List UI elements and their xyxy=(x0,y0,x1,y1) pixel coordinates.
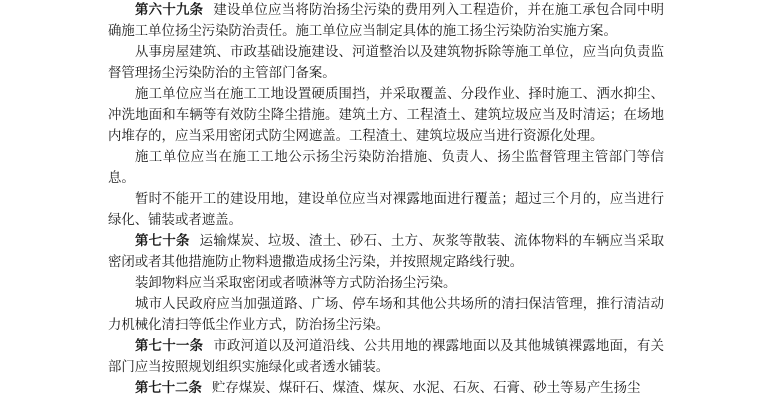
paragraph-text: 从事房屋建筑、市政基础设施建设、河道整治以及建筑物拆除等施工单位，应当向负责监督管理扬尘污染防治的主管部门备案。 xyxy=(108,45,664,81)
paragraph-article-71 xyxy=(108,336,664,378)
paragraph xyxy=(108,273,664,294)
document-body xyxy=(108,0,664,399)
paragraph-text: 施工单位应当在施工工地设置硬质围挡，并采取覆盖、分段作业、择时施工、洒水抑尘、冲洗地面和车辆等有效防尘降尘措施。建筑土方、工程渣土、建筑垃圾应当及时清运；在场地内堆存的，应当采用密闭式防尘网遮盖。工程渣土、建筑垃圾应当进行资源化处理。 xyxy=(108,87,664,144)
paragraph-text: 市政河道以及河道沿线、公共用地的裸露地面以及其他城镇裸露地面，有关部门应当按照规划组织实施绿化或者透水铺装。 xyxy=(108,339,665,375)
paragraph-article-70 xyxy=(108,231,664,273)
paragraph-text: 暂时不能开工的建设用地，建设单位应当对裸露地面进行覆盖；超过三个月的，应当进行绿化、铺装或者遮盖。 xyxy=(108,192,664,228)
paragraph-text: 运输煤炭、垃圾、渣土、砂石、土方、灰浆等散装、流体物料的车辆应当采取密闭或者其他措施防止物料遗撒造成扬尘污染，并按照规定路线行驶。 xyxy=(108,234,665,270)
paragraph xyxy=(108,147,664,189)
paragraph-text: 城市人民政府应当加强道路、广场、停车场和其他公共场所的清扫保洁管理，推行清洁动力机械化清扫等低尘作业方式，防治扬尘污染。 xyxy=(108,297,664,333)
paragraph-article-72 xyxy=(108,378,664,399)
paragraph-text: 建设单位应当将防治扬尘污染的费用列入工程造价，并在施工承包合同中明确施工单位扬尘污染防治责任。施工单位应当制定具体的施工扬尘污染防治实施方案。 xyxy=(108,3,665,39)
article-number: 第六十九条 xyxy=(135,2,204,18)
paragraph-text: 装卸物料应当采取密闭或者喷淋等方式防治扬尘污染。 xyxy=(135,276,457,291)
paragraph-text: 贮存煤炭、煤矸石、煤渣、煤灰、水泥、石灰、石膏、砂土等易产生扬尘 xyxy=(211,381,641,396)
paragraph-article-69 xyxy=(108,0,664,42)
article-number: 第七十条 xyxy=(135,233,190,249)
paragraph xyxy=(108,189,664,231)
paragraph xyxy=(108,42,664,84)
article-number: 第七十二条 xyxy=(135,380,202,396)
article-number: 第七十一条 xyxy=(135,338,204,354)
paragraph-text: 施工单位应当在施工工地公示扬尘污染防治措施、负责人、扬尘监督管理主管部门等信息。 xyxy=(108,150,664,186)
paragraph xyxy=(108,294,664,336)
paragraph xyxy=(108,84,664,147)
